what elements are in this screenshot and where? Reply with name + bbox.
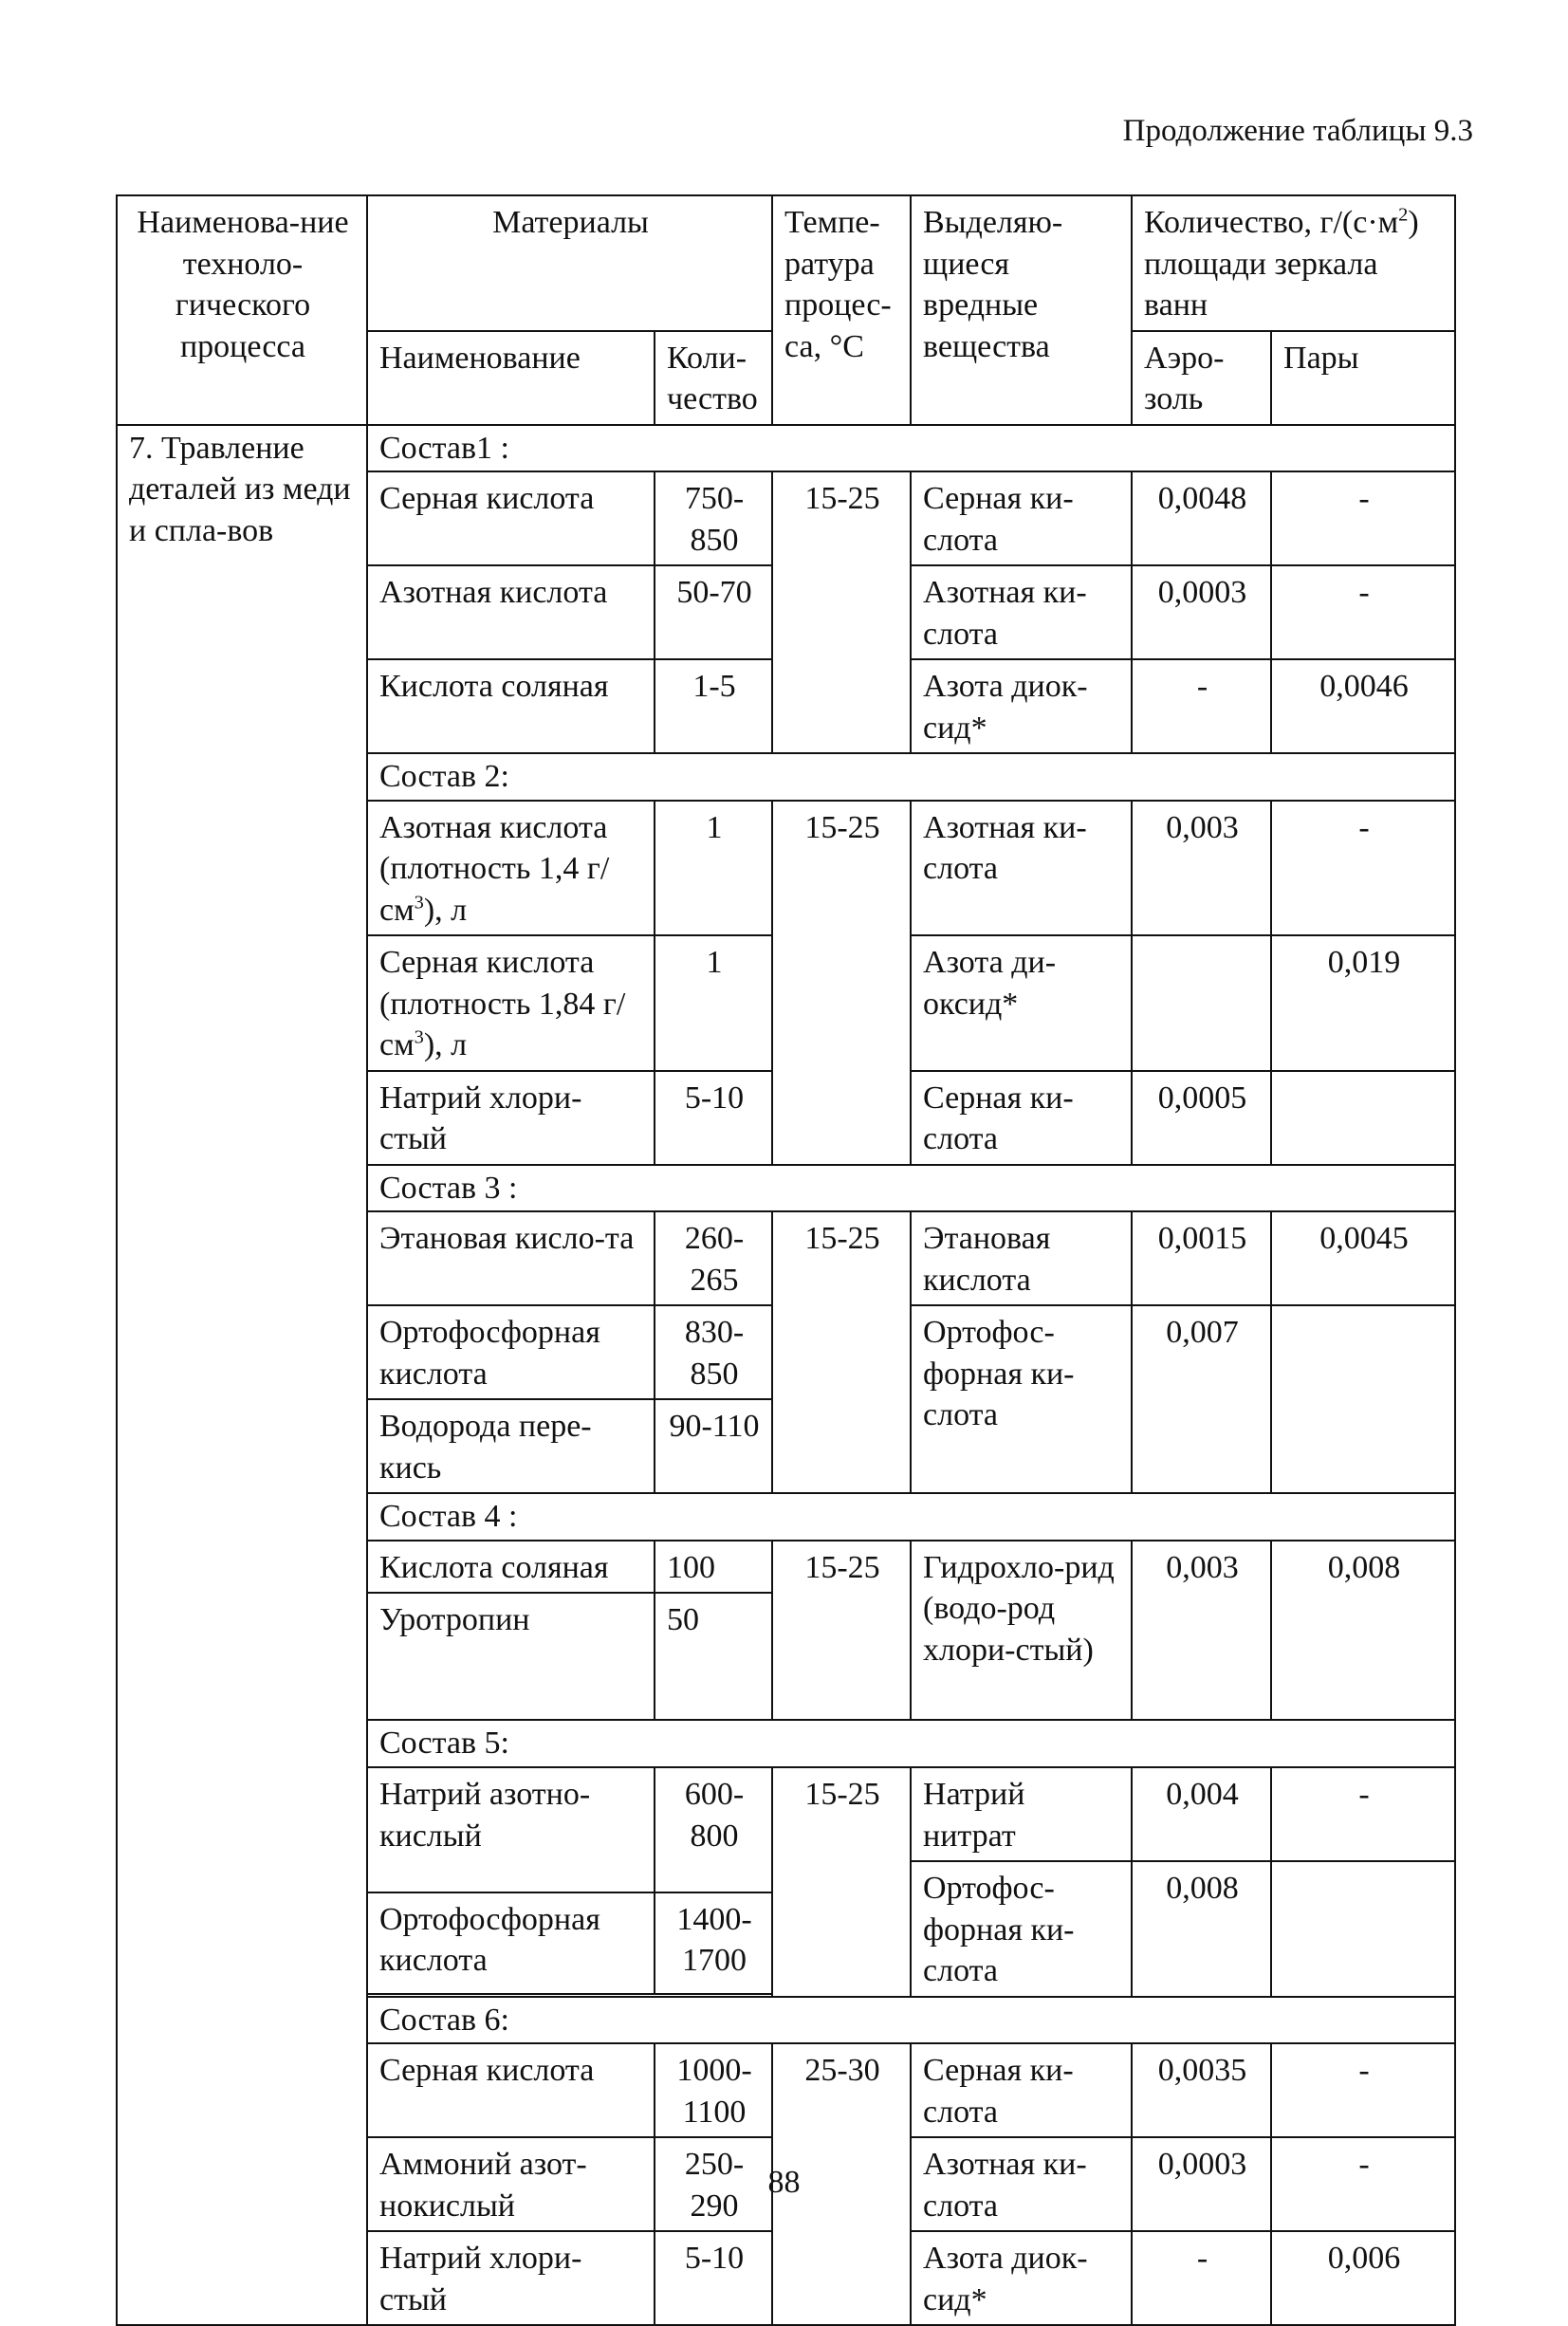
header-temperature: Темпе-ратура процес-са, °С bbox=[772, 195, 911, 425]
aerosol-value: 0,007 bbox=[1132, 1305, 1271, 1493]
material-qty: 1-5 bbox=[655, 659, 772, 753]
header-row-1 bbox=[117, 195, 1455, 331]
material-name: Натрий хлори-стый bbox=[367, 1071, 655, 1165]
material-name: Кислота соляная bbox=[367, 659, 655, 753]
material-name: Натрий азотно-кислый bbox=[367, 1767, 655, 1892]
vapor-value: - bbox=[1271, 565, 1455, 659]
hazard: Серная ки-слота bbox=[911, 2043, 1132, 2137]
vapor-value: - bbox=[1271, 2043, 1455, 2137]
hazard: Серная ки-слота bbox=[911, 1071, 1132, 1165]
material-qty: 600-800 bbox=[655, 1767, 772, 1892]
section-title: Состав 6: bbox=[367, 1997, 1455, 2044]
header-aerosol: Аэро-золь bbox=[1132, 331, 1271, 425]
temperature: 15-25 bbox=[772, 471, 911, 753]
material-qty: 260-265 bbox=[655, 1211, 772, 1305]
material-name-text: Азотная кислота (плотность 1,4 г/см bbox=[379, 809, 610, 928]
header-material-name: Наименование bbox=[367, 331, 655, 425]
vapor-value: - bbox=[1271, 1767, 1455, 1861]
vapor-value: 0,008 bbox=[1271, 1541, 1455, 1721]
header-materials: Материалы bbox=[367, 195, 772, 331]
material-name: Ортофосфорная кислота bbox=[367, 1305, 655, 1399]
header-vapor: Пары bbox=[1271, 331, 1455, 425]
hazard: Этановая кислота bbox=[911, 1211, 1132, 1305]
temperature: 25-30 bbox=[772, 2043, 911, 2325]
material-name: Азотная кислота bbox=[367, 565, 655, 659]
emissions-table bbox=[116, 194, 1456, 2326]
vapor-value: - bbox=[1271, 471, 1455, 565]
material-name-sup: 3 bbox=[414, 1026, 424, 1048]
vapor-value: - bbox=[1271, 801, 1455, 936]
section-title: Состав 5: bbox=[367, 1720, 1455, 1767]
vapor-value bbox=[1271, 1305, 1455, 1493]
material-name: Кислота соляная bbox=[367, 1541, 655, 1594]
material-qty: 830-850 bbox=[655, 1305, 772, 1399]
section-title: Состав 2: bbox=[367, 753, 1455, 801]
vapor-value: 0,006 bbox=[1271, 2231, 1455, 2325]
header-amount-post: ) площади зеркала ванн bbox=[1144, 205, 1419, 323]
material-name bbox=[367, 801, 655, 936]
header-amount-sup: 2 bbox=[1398, 204, 1409, 226]
material-name bbox=[367, 935, 655, 1071]
material-name: Этановая кисло-та bbox=[367, 1211, 655, 1305]
material-qty: 5-10 bbox=[655, 2231, 772, 2325]
hazard: Серная ки-слота bbox=[911, 471, 1132, 565]
aerosol-value: 0,008 bbox=[1132, 1861, 1271, 1997]
hazard: Ортофос-форная ки-слота bbox=[911, 1861, 1132, 1997]
material-qty: 90-110 bbox=[655, 1399, 772, 1493]
page-number: 88 bbox=[767, 2165, 801, 2200]
temperature: 15-25 bbox=[772, 1211, 911, 1493]
section-title: Состав 4 : bbox=[367, 1493, 1455, 1541]
material-qty: 50-70 bbox=[655, 565, 772, 659]
material-name: Серная кислота bbox=[367, 2043, 655, 2137]
material-name: Натрий хлори-стый bbox=[367, 2231, 655, 2325]
material-name-sup: 3 bbox=[414, 892, 424, 914]
aerosol-value: 0,0015 bbox=[1132, 1211, 1271, 1305]
hazard: Азота ди-оксид* bbox=[911, 935, 1132, 1071]
aerosol-value: - bbox=[1132, 659, 1271, 753]
material-name-tail: ), л bbox=[423, 892, 468, 928]
material-name: Уротропин bbox=[367, 1593, 655, 1720]
aerosol-value: 0,0005 bbox=[1132, 1071, 1271, 1165]
aerosol-value: 0,0048 bbox=[1132, 471, 1271, 565]
aerosol-value: 0,0003 bbox=[1132, 2137, 1271, 2231]
vapor-value: 0,0046 bbox=[1271, 659, 1455, 753]
table-caption: Продолжение таблицы 9.3 bbox=[1122, 114, 1473, 148]
aerosol-value: 0,004 bbox=[1132, 1767, 1271, 1861]
material-name: Аммоний азот-нокислый bbox=[367, 2137, 655, 2231]
material-name: Серная кислота bbox=[367, 471, 655, 565]
material-qty: 5-10 bbox=[655, 1071, 772, 1165]
hazard: Азота диок-сид* bbox=[911, 2231, 1132, 2325]
hazard: Натрий нитрат bbox=[911, 1767, 1132, 1861]
vapor-value: - bbox=[1271, 2137, 1455, 2231]
hazard: Гидрохло-рид (водо-род хлори-стый) bbox=[911, 1541, 1132, 1721]
material-qty: 100 bbox=[655, 1541, 772, 1594]
section-row bbox=[117, 425, 1455, 472]
material-qty: 750-850 bbox=[655, 471, 772, 565]
vapor-value: 0,019 bbox=[1271, 935, 1455, 1071]
aerosol-value: - bbox=[1132, 2231, 1271, 2325]
temperature: 15-25 bbox=[772, 1541, 911, 1721]
material-qty: 1400-1700 bbox=[655, 1892, 772, 1995]
aerosol-value: 0,003 bbox=[1132, 1541, 1271, 1721]
aerosol-value: 0,003 bbox=[1132, 801, 1271, 936]
material-qty: 250-290 bbox=[655, 2137, 772, 2231]
header-amount-pre: Количество, г/(с·м bbox=[1144, 205, 1399, 240]
header-amount bbox=[1132, 195, 1455, 331]
vapor-value bbox=[1271, 1071, 1455, 1165]
temperature: 15-25 bbox=[772, 1767, 911, 1997]
hazard: Азота диок-сид* bbox=[911, 659, 1132, 753]
hazard: Азотная ки-слота bbox=[911, 2137, 1132, 2231]
vapor-value bbox=[1271, 1861, 1455, 1997]
material-name-tail: ), л bbox=[423, 1027, 468, 1063]
aerosol-value: 0,0035 bbox=[1132, 2043, 1271, 2137]
section-title: Состав 3 : bbox=[367, 1165, 1455, 1212]
header-hazard: Выделяю-щиеся вредные вещества bbox=[911, 195, 1132, 425]
material-qty: 1000-1100 bbox=[655, 2043, 772, 2137]
material-name: Водорода пере-кись bbox=[367, 1399, 655, 1493]
material-name: Ортофосфорная кислота bbox=[367, 1892, 655, 1995]
hazard: Азотная ки-слота bbox=[911, 801, 1132, 936]
vapor-value: 0,0045 bbox=[1271, 1211, 1455, 1305]
header-material-qty: Коли-чество bbox=[655, 331, 772, 425]
header-process: Наименова-ние техноло-гического процесса bbox=[117, 195, 367, 425]
material-qty: 50 bbox=[655, 1593, 772, 1720]
material-qty: 1 bbox=[655, 935, 772, 1071]
section-title: Состав1 : bbox=[367, 425, 1455, 472]
process-name: 7. Травление деталей из меди и спла-вов bbox=[117, 425, 367, 2326]
aerosol-value: 0,0003 bbox=[1132, 565, 1271, 659]
temperature: 15-25 bbox=[772, 801, 911, 1165]
hazard: Ортофос-форная ки-слота bbox=[911, 1305, 1132, 1493]
hazard: Азотная ки-слота bbox=[911, 565, 1132, 659]
material-name-text: Серная кислота (плотность 1,84 г/см bbox=[379, 945, 626, 1063]
material-qty: 1 bbox=[655, 801, 772, 936]
aerosol-value bbox=[1132, 935, 1271, 1071]
